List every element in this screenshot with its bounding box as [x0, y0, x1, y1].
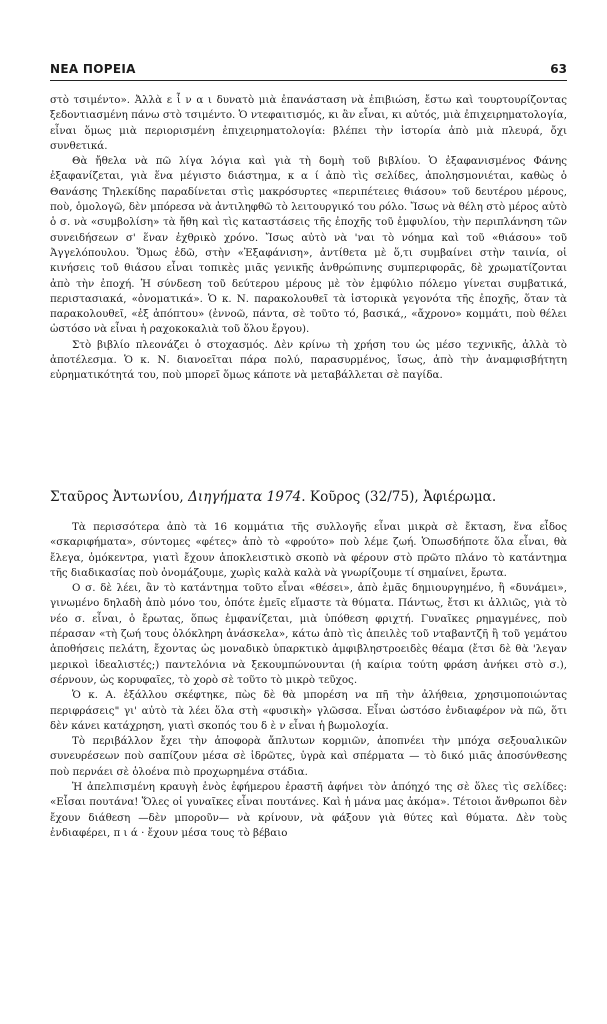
review-continuation	[50, 93, 567, 384]
paragraph: Τὸ περιβάλλον ἔχει τὴν ἀποφορὰ ἄπλυτων κορμιῶν, ἀποπνέει τὴν μπόχα σεξουαλικῶν συνευρέσεων ποὺ σαπίζουν μέσα σὲ ἱδρῶτες, ὑγρὰ καὶ σπέρματα — τὸ δικό μιᾶς ἀποσύνθεσης ποὺ περνάει σὲ ὁλοένα πιὸ προχωρημένα στάδια.	[50, 735, 567, 778]
paragraph: Ἡ ἀπελπισμένη κραυγὴ ἑνὸς ἐφήμερου ἐραστῆ ἀφήνει τὸν ἀπόηχό της σὲ ὅλες τὶς σελίδες: «Εἶσαι πουτάνα! Ὅλες οἱ γυναῖκες εἶναι πουτάνες. Καὶ ἡ μάνα μας ἀκόμα». Τέτοιοι ἄνθρωποι δὲν ἔχουν διάθεση —δὲν μποροῦν— νὰ κρίνουν, νὰ φάξουν γιὰ θύτες καὶ θύματα. Δὲν τοὺς ἐνδιαφέρει, π ι ά · ἔχουν μέσα τους τὸ βέβαιο	[50, 781, 567, 839]
paragraph: Στὸ βιβλίο πλεονάζει ὁ στοχασμός. Δὲν κρίνω τὴ χρήση του ὡς μέσο τεχνικῆς, ἀλλὰ τὸ ἀποτέλεσμα. Ὁ κ. Ν. διανοεῖται πάρα πολύ, παρασυρμένος, ἴσως, ἀπὸ τὴν ἀναμφισβήτητη εὐρηματικότητά του, ποὺ μπορεῖ ὅμως κάποτε νὰ μεταβάλλεται σὲ παγίδα.	[50, 338, 567, 382]
journal-title: ΝΕΑ ΠΟΡΕΙΑ	[50, 62, 136, 76]
paragraph: στὸ τσιμέντο». Ἀλλὰ ε ἶ ν α ι δυνατὸ μιὰ ἐπανάσταση νὰ ἐπιβιώση, ἔστω καὶ τουρτουρίζοντας ξεδοντιασμένη πάνω στὸ τσιμέντο. Ὁ ντεφαιτισμός, κι ἂν εἶναι, κι αὐτός, μιὰ ἐπιχειρηματολογία, εἶναι ὅμως μιὰ περιορισμένη ἐπιχειρηματολογία: βλέπει τὴν ἱστορία ἀπὸ μιὰ πλευρά, ὄχι συνθετικά.	[50, 94, 567, 152]
paragraph: Θὰ ἤθελα νὰ πῶ λίγα λόγια καὶ γιὰ τὴ δομὴ τοῦ βιβλίου. Ὁ ἐξαφανισμένος Φάνης ἐξαφανίζεται, γιὰ ἕνα μέγιστο διάστημα, κ α ί ἀπὸ τὶς σελίδες, ἀπολησμονιέται, καθὼς ὁ Θανάσης Τηλεκίδης παραδίνεται στὶς μακρόσυρτες «περιπέτειες θιάσου» τοῦ δευτέρου μέρους, ποὺ, ὁμολογῶ, δὲν μπόρεσα νὰ ἀντιληφθῶ τὸ λειτουργικό του ρόλο. Ἴσως νὰ θέλη στὸ μέρος αὐτὸ ὁ σ. νὰ «συμβολίση» τὰ ἤθη καὶ τὶς καταστάσεις τῆς ἐποχῆς τοῦ ἐμφυλίου, τὴν περιπλάνηση τῶν συνειδήσεων σ' ἕναν ἐχθρικὸ χρόνο. Ἴσως αὐτὸ νὰ 'ναι τὸ νόημα καὶ τοῦ «θιάσου» τοῦ Ἀγγελόπουλου. Ὅμως ἐδῶ, στὴν «Ἐξαφάνιση», ἀντίθετα μὲ ὅ,τι συμβαίνει στὴν ταινία, οἱ κινήσεις τοῦ θιάσου εἶναι τοπικὲς μιᾶς γενικῆς ἀνθρώπινης συμπεριφορᾶς, δὲ χρωματίζονται ἀπὸ τὴν ἐποχή. Ἡ σύνδεση τοῦ δεύτερου μέρους μὲ τὸν ἐμφύλιο πόλεμο γίνεται συμβατικά, περιστασιακά, «ὀνοματικά». Ὁ κ. Ν. παρακολουθεῖ τὰ ἱστορικὰ γεγονότα τῆς ἐποχῆς, ὅταν τὰ παρακολουθεῖ, «ἐξ ἀπόπτου» (ἐννοῶ, πάντα, σὲ τοῦτο τό, βασικά,, «ἄχρονο» κομμάτι, ποὺ θέλει ὡστόσο νὰ εἶναι ἡ ραχοκοκαλιὰ τοῦ ὅλου ἔργου).	[50, 155, 567, 336]
header-rule	[50, 80, 567, 81]
review-heading	[50, 488, 567, 506]
review-publication: . Κοῦρος (32/75), Ἀφιέρωμα.	[301, 489, 497, 505]
review-author: Σταῦρος Ἀντωνίου,	[50, 489, 189, 505]
paragraph: Ο σ. δὲ λέει, ἂν τὸ κατάντημα τοῦτο εἶναι «θέσει», ἀπὸ ἐμᾶς δημιουργημένο, ἢ «δυνάμει», γινωμένο δηλαδὴ ἀπὸ μόνο του, ὁπότε ἐμεῖς εἴμαστε τὰ θύματα. Πάντως, ἔτσι κι ἀλλιῶς, γιὰ τὸ νέο σ. εἶναι, ὁ ἔρωτας, ὅπως ἐμφανίζεται, μιὰ ὑπόθεση φριχτή. Γυναῖκες ρημαγμένες, ποὺ πέρασαν «τὴ ζωή τους ὁλόκληρη ἀνάσκελα», κάτω ἀπὸ τὶς ἀπειλὲς τοῦ νταβαντζῆ ἢ τοῦ γεμάτου ἀποθήσεις πελάτη, ἔχοντας ὡς μοναδικὸ ὑπαρκτικὸ ἀμφιβληστροειδὲς θέαμα (ἔτσι δὲ θὰ 'λεγαν μερικοὶ ἰδεαλιστές;) παντελόνια νὰ ξεκουμπώνουνται (ἡ καίρια τούτη φράση ἀνήκει στὸ σ.), σέρνουν, ὡς κορυφαῖες, τὸ χορὸ σὲ τοῦτο τὸ μικρὸ τεῦχος.	[50, 582, 567, 686]
page-number: 63	[550, 62, 567, 76]
review-book-title: Διηγήματα 1974	[188, 489, 302, 505]
paragraph: Τὰ περισσότερα ἀπὸ τὰ 16 κομμάτια τῆς συλλογῆς εἶναι μικρὰ σὲ ἔκταση, ἕνα εἶδος «σκαριφήματα», σύντομες «φέτες» ἀπὸ τὸ «φρούτο» ποὺ λέμε ζωή. Ὁπωσδήποτε ὅλα εἶναι, θὰ ἔλεγα, ὁμόκεντρα, γιατὶ ἔχουν ἀποκλειστικὸ σκοπὸ νὰ φέρουν στὸ πρῶτο πλάνο τὸ κατάντημα τῆς διαδικασίας ποὺ ὀνομάζουμε, χωρὶς καλὰ καλὰ νὰ γνωρίζουμε τί σημαίνει, ἔρωτα.	[50, 521, 567, 579]
page-header	[50, 60, 567, 80]
review-body	[50, 520, 567, 841]
paragraph: Ὁ κ. Α. ἐξάλλου σκέφτηκε, πὼς δὲ θὰ μπορέση να πῆ τὴν ἀλήθεια, χρησιμοποιώντας περιφράσεις" γι' αὐτὸ τὰ λέει ὅλα στὴ «φυσικὴ» γλῶσσα. Εἶναι ὡστόσο ἐνδιαφέρον νὰ πῶ, ὅτι δὲν κάνει κατάχρηση, γιατὶ σκοπός του δ ὲ ν εἶναι ἡ βωμολοχία.	[50, 689, 567, 732]
